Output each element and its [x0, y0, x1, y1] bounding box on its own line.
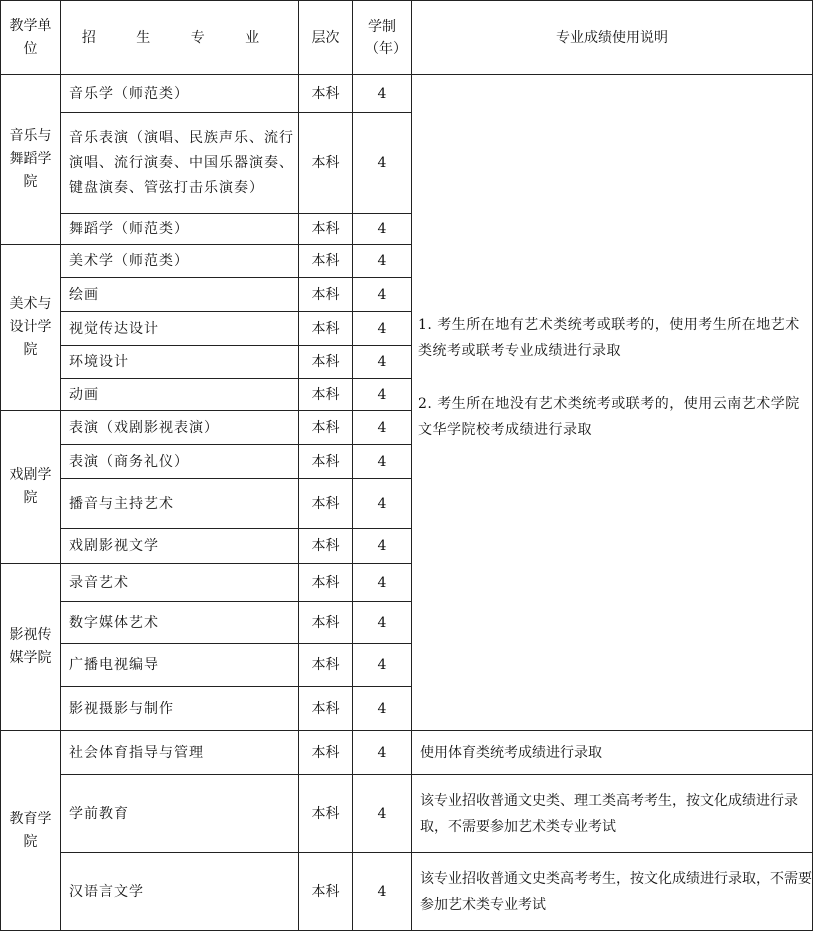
- major-cell: 表演（商务礼仪）: [61, 445, 299, 479]
- major-cell: 表演（戏剧影视表演）: [61, 411, 299, 445]
- art-note-1: 1. 考生所在地有艺术类统考或联考的，使用考生所在地艺术类统考或联考专业成绩进行录取: [418, 317, 800, 359]
- years-cell: 4: [353, 312, 412, 346]
- table-row: [1, 853, 813, 931]
- header-major: 招 生 专 业: [61, 1, 299, 75]
- major-cell: 影视摄影与制作: [61, 687, 299, 731]
- major-cell: 学前教育: [61, 775, 299, 853]
- level-cell: 本科: [299, 853, 353, 931]
- note-cell-preschool: 该专业招收普通文史类、理工类高考考生，按文化成绩进行录取，不需要参加艺术类专业考试: [412, 775, 813, 853]
- years-cell: 4: [353, 245, 412, 278]
- major-cell: 戏剧影视文学: [61, 529, 299, 564]
- level-cell: 本科: [299, 411, 353, 445]
- level-cell: 本科: [299, 379, 353, 411]
- years-cell: 4: [353, 379, 412, 411]
- header-years: 学制（年）: [353, 1, 412, 75]
- major-cell: 动画: [61, 379, 299, 411]
- level-cell: 本科: [299, 564, 353, 602]
- header-row: [1, 1, 813, 75]
- art-note-2: 2. 考生所在地没有艺术类统考或联考的，使用云南艺术学院文华学院校考成绩进行录取: [418, 396, 800, 438]
- years-cell: 4: [353, 214, 412, 245]
- unit-cell-film: 影视传媒学院: [1, 564, 61, 731]
- level-cell: 本科: [299, 445, 353, 479]
- level-cell: 本科: [299, 775, 353, 853]
- major-cell: 汉语言文学: [61, 853, 299, 931]
- level-cell: 本科: [299, 687, 353, 731]
- header-note: 专业成绩使用说明: [412, 1, 813, 75]
- years-cell: 4: [353, 602, 412, 644]
- years-cell: 4: [353, 529, 412, 564]
- note-cell-art: [412, 75, 813, 731]
- header-level: 层次: [299, 1, 353, 75]
- major-cell: 社会体育指导与管理: [61, 731, 299, 775]
- years-cell: 4: [353, 411, 412, 445]
- level-cell: 本科: [299, 731, 353, 775]
- major-cell: 播音与主持艺术: [61, 479, 299, 529]
- years-cell: 4: [353, 853, 412, 931]
- major-cell: 数字媒体艺术: [61, 602, 299, 644]
- unit-cell-drama: 戏剧学院: [1, 411, 61, 564]
- note-cell-chinese: 该专业招收普通文史类高考考生，按文化成绩进行录取，不需要参加艺术类专业考试: [412, 853, 813, 931]
- major-cell: 广播电视编导: [61, 644, 299, 687]
- years-cell: 4: [353, 644, 412, 687]
- level-cell: 本科: [299, 245, 353, 278]
- years-cell: 4: [353, 278, 412, 312]
- years-cell: 4: [353, 75, 412, 113]
- major-cell: 环境设计: [61, 346, 299, 379]
- level-cell: 本科: [299, 312, 353, 346]
- level-cell: 本科: [299, 278, 353, 312]
- major-cell: 舞蹈学（师范类）: [61, 214, 299, 245]
- level-cell: 本科: [299, 644, 353, 687]
- years-cell: 4: [353, 687, 412, 731]
- major-cell: 绘画: [61, 278, 299, 312]
- table-row: [1, 775, 813, 853]
- header-unit: 教学单位: [1, 1, 61, 75]
- major-cell: 音乐学（师范类）: [61, 75, 299, 113]
- level-cell: 本科: [299, 346, 353, 379]
- unit-cell-art: 美术与设计学院: [1, 245, 61, 411]
- years-cell: 4: [353, 113, 412, 214]
- major-cell: 音乐表演（演唱、民族声乐、流行演唱、流行演奏、中国乐器演奏、键盘演奏、管弦打击乐演奏）: [61, 113, 299, 214]
- years-cell: 4: [353, 346, 412, 379]
- years-cell: 4: [353, 445, 412, 479]
- table-row: [1, 75, 813, 113]
- major-cell: 视觉传达设计: [61, 312, 299, 346]
- unit-cell-edu: 教育学院: [1, 731, 61, 931]
- table-row: [1, 731, 813, 775]
- years-cell: 4: [353, 731, 412, 775]
- level-cell: 本科: [299, 113, 353, 214]
- note-cell-sport: 使用体育类统考成绩进行录取: [412, 731, 813, 775]
- level-cell: 本科: [299, 479, 353, 529]
- level-cell: 本科: [299, 529, 353, 564]
- major-cell: 录音艺术: [61, 564, 299, 602]
- level-cell: 本科: [299, 602, 353, 644]
- years-cell: 4: [353, 775, 412, 853]
- years-cell: 4: [353, 564, 412, 602]
- unit-cell-music: 音乐与舞蹈学院: [1, 75, 61, 245]
- level-cell: 本科: [299, 214, 353, 245]
- level-cell: 本科: [299, 75, 353, 113]
- years-cell: 4: [353, 479, 412, 529]
- major-cell: 美术学（师范类）: [61, 245, 299, 278]
